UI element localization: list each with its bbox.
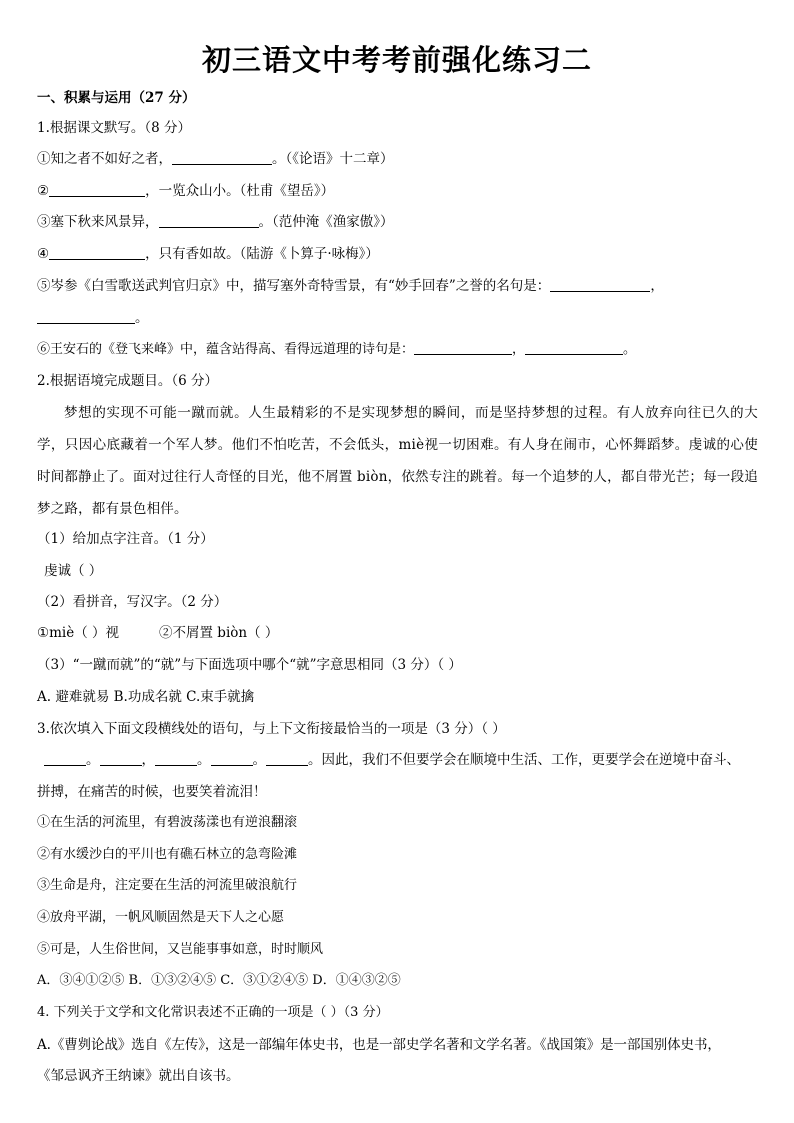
q2-sub2: （2）看拼音，写汉字。（2 分） bbox=[37, 594, 228, 610]
q3-option-3: ③生命是舟，注定要在生活的河流里破浪航行 bbox=[37, 878, 298, 893]
q3-option-1: ①在生活的河流里，有碧波荡漾也有逆浪翻滚 bbox=[37, 815, 298, 830]
q1-stem: 1.根据课文默写。（8 分） bbox=[37, 120, 192, 136]
q1-item-1-text: ①知之者不如好之者， bbox=[37, 151, 172, 167]
q3-choices: A．③④①②⑤ B．①③②④⑤ C．③①②④⑤ D．①④③②⑤ bbox=[37, 973, 401, 988]
answer-blank[interactable] bbox=[211, 751, 253, 766]
answer-blank[interactable] bbox=[100, 751, 142, 766]
q1-item-5-comma: ， bbox=[650, 278, 664, 294]
q1-item-3-text: ③塞下秋来风景异， bbox=[37, 214, 159, 230]
q1-item-6-end: 。 bbox=[623, 342, 637, 357]
q1-item-4-source: ，只有香如故。（陆游《卜算子·咏梅》） bbox=[145, 246, 379, 262]
q3-line-1: 。 ， 。 。 。因此，我们不但要学会在顺境中生活、工作，更要学会在逆境中奋斗、 bbox=[44, 750, 740, 770]
q1-item-2 bbox=[37, 181, 334, 201]
q4-option-a-line-1: A.《曹刿论战》选自《左传》，这是一部编年体史书，也是一部史学名著和文学名著。《战国策》是一部国别体史书， bbox=[37, 1037, 721, 1053]
q1-item-3 bbox=[37, 212, 394, 232]
answer-blank[interactable] bbox=[155, 751, 197, 766]
q1-item-3-source: 。（范仲淹《渔家傲》） bbox=[258, 214, 394, 230]
q1-item-5-end: 。 bbox=[135, 310, 149, 326]
q2-sub2-item-b[interactable]: ②不屑置 biòn（ ） bbox=[159, 625, 279, 641]
q3-option-2: ②有水缓沙白的平川也有礁石林立的急弯险滩 bbox=[37, 847, 298, 862]
q4-option-a-line-2: 《邹忌讽齐王纳谏》就出自该书。 bbox=[37, 1068, 240, 1084]
section-heading: 一、积累与运用（27 分） bbox=[37, 90, 196, 106]
answer-blank[interactable] bbox=[525, 340, 623, 355]
q2-sub3-options: A. 避难就易 B.功成名就 C.束手就擒 bbox=[37, 689, 255, 705]
q3-option-4: ④放舟平湖，一帆风顺固然是天下人之心愿 bbox=[37, 910, 285, 925]
answer-blank[interactable] bbox=[37, 309, 135, 324]
answer-blank[interactable] bbox=[49, 245, 145, 260]
q1-item-5-cont bbox=[37, 308, 149, 328]
q2-passage: 梦想的实现不可能一蹴而就。人生最精彩的不是实现梦想的瞬间，而是坚持梦想的过程。有人放弃向往已久的大学，只因心底藏着一个军人梦。他们不怕吃苦，不会低头，miè视一切困难。有人身在闹市，心怀舞蹈梦。虔诚的心使时间都静止了。面对过往行人奇怪的目光，他不屑置 biòn，依然专注的跳着。每一个追梦的人，都自带光芒；每一段追梦之路，都有景色相伴。 bbox=[37, 405, 758, 517]
answer-blank[interactable] bbox=[159, 213, 259, 228]
q2-sub1: （1）给加点字注音。（1 分） bbox=[37, 531, 214, 547]
q1-item-1-source: 。（《论语》十二章） bbox=[272, 151, 394, 167]
answer-blank[interactable] bbox=[44, 751, 86, 766]
q2-sub2-items bbox=[37, 623, 278, 643]
q2-sub1-item[interactable]: 虔诚（ ） bbox=[44, 563, 103, 579]
q2-sub2-item-a[interactable]: ①miè（ ）视 bbox=[37, 625, 120, 641]
q1-item-6-comma: ， bbox=[512, 342, 526, 357]
q1-item-2-text: ② bbox=[37, 183, 50, 199]
q1-item-2-source: ，一览众山小。（杜甫《望岳》） bbox=[145, 183, 335, 199]
q1-item-6-text: ⑥王安石的《登飞来峰》中，蕴含站得高、看得远道理的诗句是： bbox=[37, 342, 415, 357]
q3-option-5: ⑤可是，人生俗世间，又岂能事事如意，时时顺风 bbox=[37, 942, 324, 957]
q3-line-1-text: 。因此，我们不但要学会在顺境中生活、工作，更要学会在逆境中奋斗、 bbox=[308, 752, 740, 768]
q1-item-4-text: ④ bbox=[37, 246, 50, 262]
q1-item-5-text: ⑤岑参《白雪歌送武判官归京》中，描写塞外奇特雪景，有“妙手回春”之誉的名句是： bbox=[37, 278, 551, 294]
q1-item-4 bbox=[37, 244, 379, 264]
answer-blank[interactable] bbox=[172, 150, 272, 165]
q3-line-2: 拼搏，在痛苦的时候，也要笑着流泪！ bbox=[37, 784, 267, 800]
q2-sub3: （3）“一蹴而就”的“就”与下面选项中哪个“就”字意思相同（3 分）（ ） bbox=[37, 657, 462, 673]
q1-item-5 bbox=[37, 276, 664, 296]
answer-blank[interactable] bbox=[266, 751, 308, 766]
q2-stem: 2.根据语境完成题目。（6 分） bbox=[37, 373, 219, 389]
q4-stem: 4. 下列关于文学和文化常识表述不正确的一项是（ ）（3 分） bbox=[37, 1005, 389, 1020]
q1-item-6 bbox=[37, 340, 636, 360]
answer-blank[interactable] bbox=[414, 340, 512, 355]
page-title: 初三语文中考考前强化练习二 bbox=[201, 43, 592, 77]
q3-stem: 3.依次填入下面文段横线处的语句，与上下文衔接最恰当的一项是（3 分）（ ） bbox=[37, 721, 506, 737]
answer-blank[interactable] bbox=[550, 277, 650, 292]
q1-item-1 bbox=[37, 149, 394, 169]
answer-blank[interactable] bbox=[49, 182, 145, 197]
